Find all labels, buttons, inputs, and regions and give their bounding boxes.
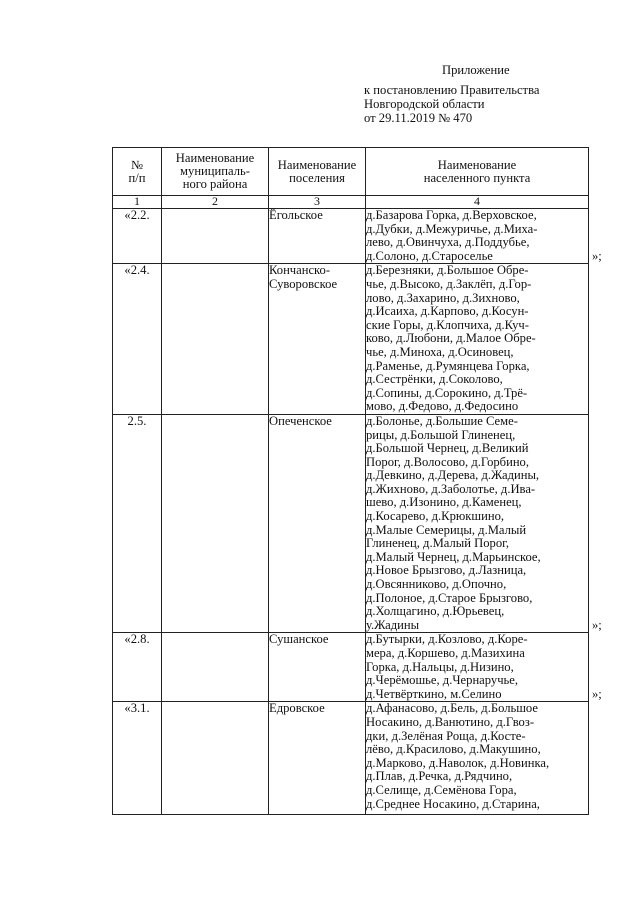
table-row (113, 702, 589, 815)
places-cell (366, 209, 589, 264)
header-text: поселения (289, 170, 345, 185)
places-line: лово, д.Захарино, д.Зихново, (366, 290, 520, 305)
places-line: д.Базарова Горка, д.Верховское, (366, 208, 537, 222)
places-line: д.Малые Семерицы, д.Малый (366, 522, 527, 537)
places-line: д.Новое Брызгово, д.Лазница, (366, 563, 527, 578)
settlement-cell (269, 209, 366, 264)
places-line: ково, д.Любони, д.Малое Обре- (366, 331, 536, 346)
settlements-table (112, 147, 589, 815)
places-cell (366, 702, 589, 815)
places-line: чье, д.Высоко, д.Заклёп, д.Гор- (366, 276, 532, 291)
settlement-name: Сушанское (269, 632, 329, 647)
places-line: мера, д.Коршево, д.Мазихина (366, 646, 525, 660)
places-cell (366, 633, 589, 702)
column-header-district (162, 148, 269, 196)
header-text: № (130, 157, 144, 172)
table-row (113, 209, 589, 264)
places-line: д.Марково, д.Наволок, д.Новинка, (366, 755, 550, 770)
places-line: лёво, д.Красилово, д.Макушино, (366, 742, 541, 757)
district-cell (162, 633, 269, 702)
row-number: «3.1. (113, 702, 162, 815)
places-line: д.Жихново, д.Заболотье, д.Ива- (366, 481, 536, 496)
district-cell (162, 209, 269, 264)
row-number: «2.4. (113, 264, 162, 415)
settlement-name: Ёгольское (269, 208, 323, 222)
settlement-name: Опеченское (269, 413, 332, 428)
header-text: п/п (128, 170, 146, 185)
places-line: д.Плав, д.Речка, д.Рядчино, (366, 769, 513, 784)
district-cell (162, 702, 269, 815)
places-line: д.Сестрёнки, д.Соколово, (366, 372, 503, 387)
places-line: д.Четвёрткино, м.Селино (366, 686, 502, 701)
settlement-cell (269, 264, 366, 415)
places-line: лево, д.Овинчуха, д.Поддубье, (366, 235, 530, 250)
header-text: Наименование (277, 157, 357, 172)
places-line: д.Овсянниково, д.Опочно, (366, 577, 507, 592)
row-closer-mark: »; (592, 248, 602, 263)
places-line: д.Селище, д.Семёнова Гора, (366, 782, 517, 797)
row-number: 2.5. (113, 414, 162, 633)
places-line: Порог, д.Волосово, д.Горбино, (366, 454, 530, 469)
header-line-2: Новгородской области (364, 97, 485, 111)
places-line: ские Горы, д.Клопчиха, д.Куч- (366, 317, 529, 332)
places-line: д.Полоное, д.Старое Брызгово, (366, 590, 533, 605)
column-numbers-row (113, 196, 589, 209)
places-line: д.Большой Чернец, д.Великий (366, 441, 529, 456)
header-line-3: от 29.11.2019 № 470 (364, 111, 473, 125)
places-line: д.Малый Чернец, д.Марьинское, (366, 549, 541, 564)
places-line: д.Девкино, д.Дерева, д.Жадины, (366, 468, 540, 483)
settlement-name: Кончанско- (269, 263, 331, 278)
header-text: ного района (182, 177, 248, 191)
header-text: населенного пункта (423, 170, 531, 185)
column-header-settlement (269, 148, 366, 196)
places-line: д.Раменье, д.Румянцева Горка, (366, 358, 530, 373)
column-number: 3 (269, 196, 366, 209)
settlement-cell (269, 633, 366, 702)
places-line: рицы, д.Большой Глиненец, (366, 427, 516, 442)
header-text: Наименование (175, 151, 255, 165)
settlement-name: Едровское (269, 701, 325, 716)
places-line: д.Бутырки, д.Козлово, д.Коре- (366, 632, 528, 647)
row-closer-mark: »; (592, 686, 602, 701)
places-line: д.Сопины, д.Сорокино, д.Трё- (366, 385, 528, 400)
places-line: д.Исаиха, д.Карпово, д.Косун- (366, 304, 529, 319)
places-cell (366, 264, 589, 415)
places-line: Глиненец, д.Малый Порог, (366, 536, 510, 551)
places-line: д.Солоно, д.Староселье (366, 248, 493, 263)
column-number: 1 (113, 196, 162, 209)
column-header-number (113, 148, 162, 196)
settlement-name: Суворовское (269, 276, 338, 291)
header-line-1: к постановлению Правительства (364, 83, 540, 97)
table-header-row (113, 148, 589, 196)
places-line: у.Жадины (366, 617, 420, 632)
places-line: шево, д.Изонино, д.Каменец, (366, 495, 522, 510)
appendix-header (364, 63, 614, 125)
row-closer-mark: »; (592, 617, 602, 632)
settlement-cell (269, 702, 366, 815)
row-number: «2.2. (113, 209, 162, 264)
places-line: мово, д.Федово, д.Федосино (366, 399, 519, 414)
appendix-title: Приложение (442, 63, 510, 77)
column-number: 4 (366, 196, 589, 209)
settlement-cell (269, 414, 366, 633)
places-line: д.Среднее Носакино, д.Старина, (366, 796, 540, 811)
district-cell (162, 414, 269, 633)
district-cell (162, 264, 269, 415)
row-number: «2.8. (113, 633, 162, 702)
places-line: д.Дубки, д.Межуричье, д.Миха- (366, 221, 538, 236)
places-line: Горка, д.Нальцы, д.Низино, (366, 659, 514, 674)
header-text: Наименование (437, 157, 517, 172)
places-line: д.Березняки, д.Большое Обре- (366, 263, 529, 278)
table-row (113, 633, 589, 702)
table-row (113, 264, 589, 415)
places-line: д.Черёмошье, д.Чернаручье, (366, 673, 519, 688)
places-line: д.Афанасово, д.Бель, д.Большое (366, 701, 538, 716)
places-cell (366, 414, 589, 633)
places-line: Носакино, д.Ванютино, д.Гвоз- (366, 714, 535, 729)
places-line: чье, д.Миноха, д.Осиновец, (366, 344, 514, 359)
table-row (113, 414, 589, 633)
column-number: 2 (162, 196, 269, 209)
places-line: д.Холщагино, д.Юрьевец, (366, 604, 505, 619)
header-text: муниципаль- (180, 164, 250, 178)
places-line: дки, д.Зелёная Роща, д.Косте- (366, 728, 526, 743)
places-line: д.Косарево, д.Крюкшино, (366, 509, 505, 524)
places-line: д.Болонье, д.Большие Семе- (366, 413, 518, 428)
column-header-places (366, 148, 589, 196)
